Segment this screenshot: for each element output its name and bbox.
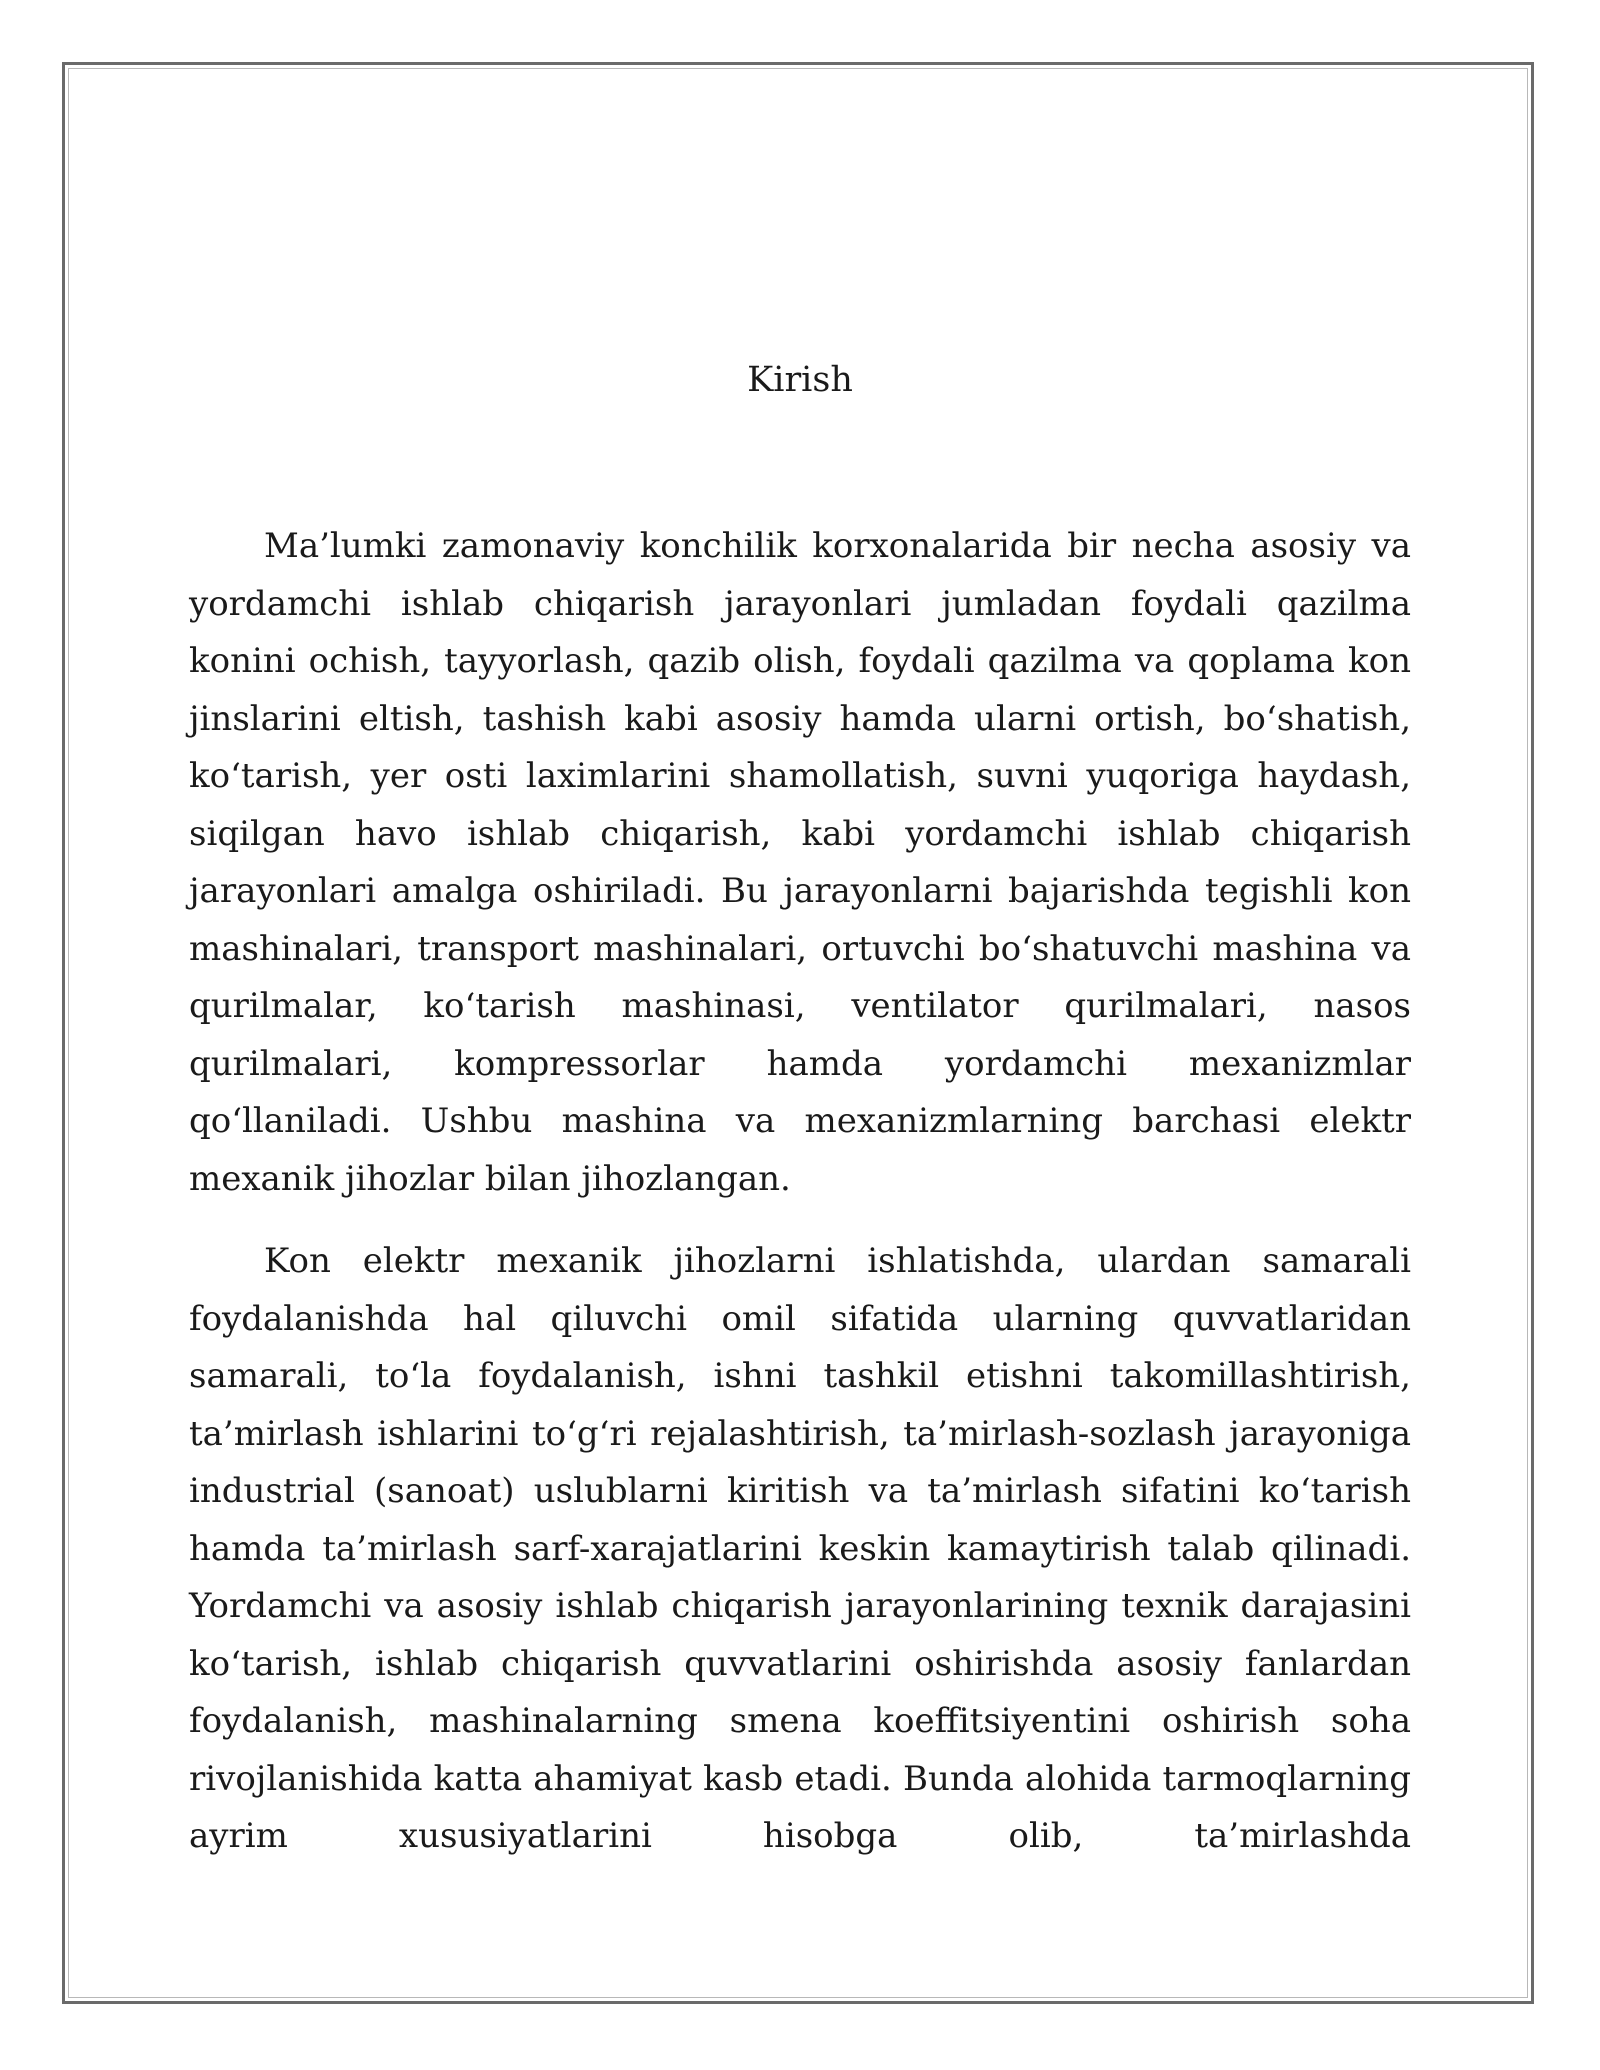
paragraph-equipment: Kon elektr mexanik jihozlarni ishlatishda, ulardan samarali foydalanishda hal qiluvchi omil sifatida ularning quvvatlaridan samarali, to‘la foydalanish, ishni tashkil etishni takomillashtirish, ta’mirlash ishlarini to‘g‘ri rejalashtirish, ta’mirlash-sozlash jarayoniga industrial (sanoat) uslublarni kiritish va ta’mirlash sifatini ko‘tarish hamda ta’mirlash sarf-xarajatlarini keskin kamaytirish talab qilinadi. Yordamchi va asosiy ishlab chiqarish jarayonlarining texnik darajasini ko‘tarish, ishlab chiqarish quvvatlarini oshirishda asosiy fanlardan foydalanish, mashinalarning smena koeffitsiyentini oshirish soha rivojlanishida katta ahamiyat kasb etadi. Bunda alohida tarmoqlarning ayrim xususiyatlarini hisobga olib, ta’mirlashda — [189, 1241, 1411, 1856]
paragraph-intro: Ma’lumki zamonaviy konchilik korxonalarida bir necha asosiy va yordamchi ishlab chiqarish jarayonlari jumladan foydali qazilma konini ochish, tayyorlash, qazib olish, foydali qazilma va qoplama kon jinslarini eltish, tashish kabi asosiy hamda ularni ortish, bo‘shatish, ko‘tarish, yer osti laximlarini shamollatish, suvni yuqoriga haydash, siqilgan havo ishlab chiqarish, kabi yordamchi ishlab chiqarish jarayonlari amalga oshiriladi. Bu jarayonlarni bajarishda tegishli kon mashinalari, transport mashinalari, ortuvchi bo‘shatuvchi mashina va qurilmalar, ko‘tarish mashinasi, ventilator qurilmalari, nasos qurilmalari, kompressorlar hamda yordamchi mexanizmlar qo‘llaniladi. Ushbu mashina va mexanizmlarning barchasi elektr mexanik jihozlar bilan jihozlangan. — [189, 526, 1411, 1199]
page-title: Kirish — [747, 360, 853, 400]
body-text — [189, 518, 1411, 1866]
